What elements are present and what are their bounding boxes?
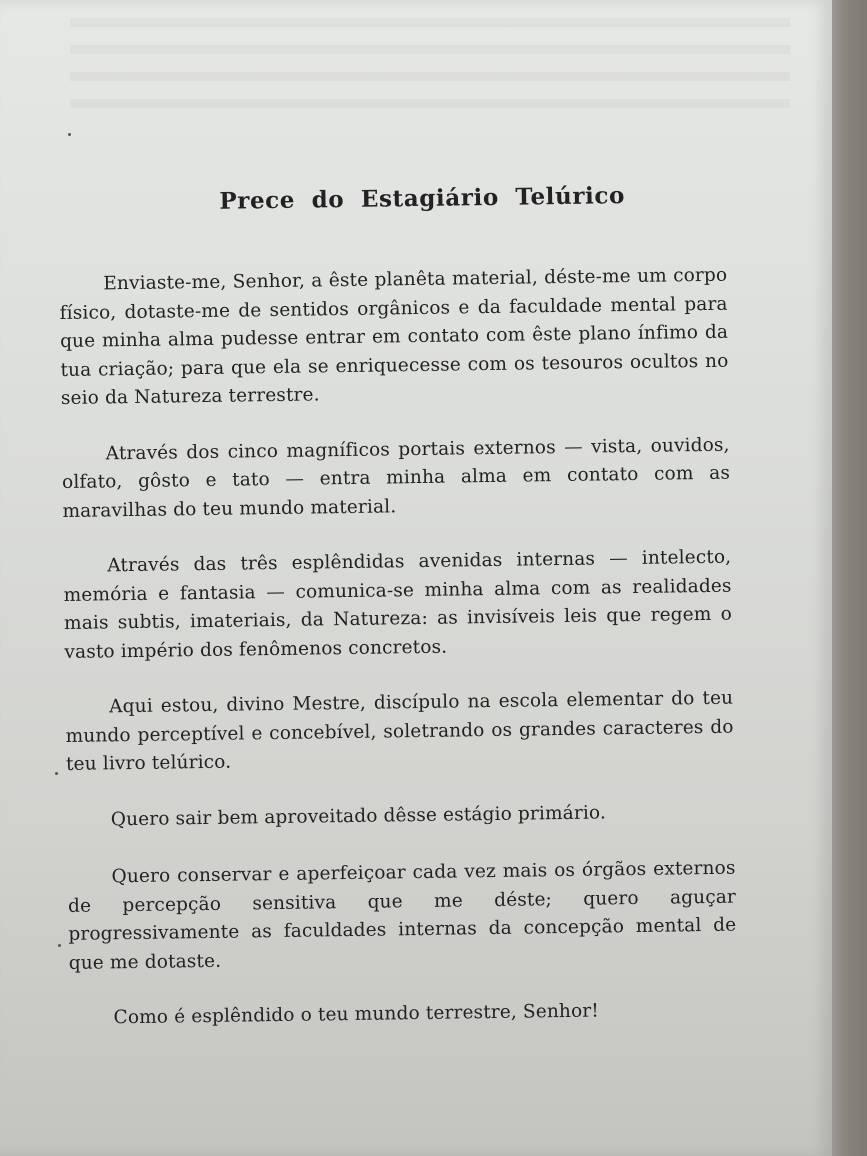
paragraph-4: Aqui estou, divino Mestre, discípulo na escola elementar do teu mundo perceptível e concebível, soletrando os grandes caracteres do teu livro telúrico. — [65, 687, 734, 775]
page-speck — [55, 772, 58, 775]
paragraph-1: Enviaste-me, Senhor, a êste planêta material, déste-me um corpo físico, dotaste-me de sentidos orgânicos e da faculdade mental para que minha alma pudesse entrar em contato com êste plano ínfimo da tua criação; para que ela se enriquecesse com os tesouros ocultos no seio da Natureza terrestre. — [59, 264, 729, 409]
show-through-text — [70, 18, 790, 108]
paragraph-6: Quero conservar e aperfeiçoar cada vez mais os órgãos externos de percepção sensitiva que me déste; quero aguçar progressivamente as faculdades internas da concepção mental de que me dotaste. — [67, 857, 737, 974]
paragraph-3: Através das três esplêndidas avenidas internas — intelecto, memória e fantasia — comunica-se minha alma com as realidades mais subtis, imateriais, da Natureza: as invisíveis leis que regem o vasto império dos fenômenos concretos. — [63, 546, 733, 663]
book-spine-shadow — [827, 0, 867, 1156]
page-speck — [58, 944, 61, 947]
paragraph-7: Como é esplêndido o teu mundo terrestre, Senhor! — [113, 1000, 600, 1029]
paragraph-2: Através dos cinco magníficos portais externos — vista, ouvidos, olfato, gôsto e tato — entra minha alma em contato com as maravilhas do teu mundo material. — [61, 434, 731, 522]
page-title: Prece do Estagiário Telúrico — [219, 182, 626, 215]
paragraph-5: Quero sair bem aproveitado dêsse estágio primário. — [110, 801, 607, 830]
prayer-text — [58, 181, 738, 1063]
page-speck — [68, 133, 71, 136]
